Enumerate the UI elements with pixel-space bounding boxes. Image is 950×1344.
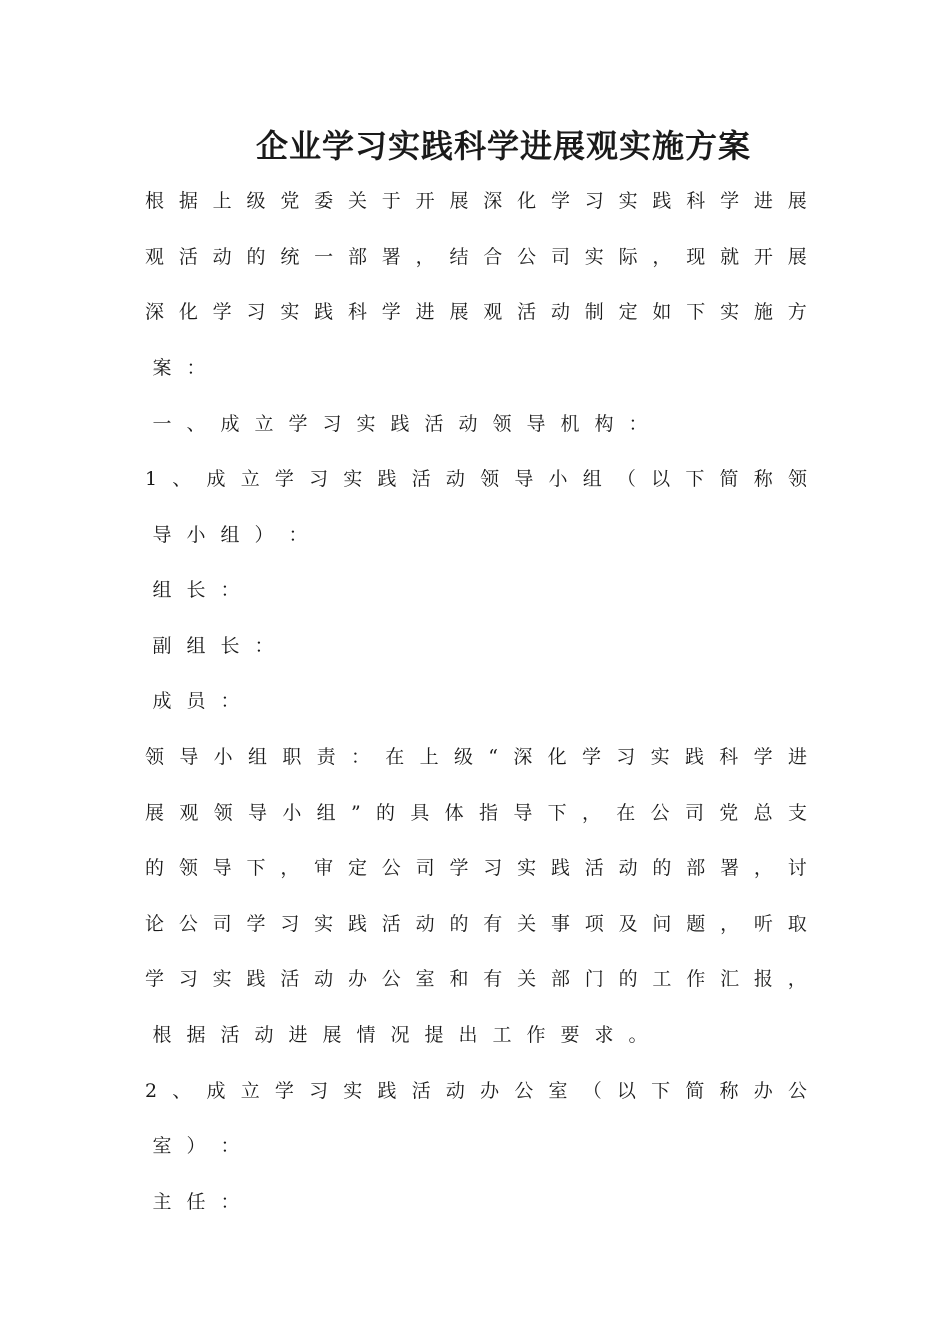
- paragraph-line: 1 、 成 立 学 习 实 践 活 动 领 导 小 组 （ 以 下 简 称 领: [145, 468, 807, 490]
- paragraph-line: 论 公 司 学 习 实 践 活 动 的 有 关 事 项 及 问 题 ， 听 取: [145, 913, 807, 935]
- paragraph-line: 案 ：: [152, 357, 206, 379]
- paragraph-line: 组 长 ：: [152, 579, 240, 601]
- document-title: 企业学习实践科学进展观实施方案: [256, 127, 752, 165]
- paragraph-line: 领 导 小 组 职 责 ： 在 上 级 “ 深 化 学 习 实 践 科 学 进: [145, 746, 807, 768]
- paragraph-line: 根 据 上 级 党 委 关 于 开 展 深 化 学 习 实 践 科 学 进 展: [145, 190, 807, 212]
- paragraph-line: 副 组 长 ：: [152, 635, 274, 657]
- paragraph-line: 室 ） ：: [152, 1135, 240, 1157]
- paragraph-line: 的 领 导 下 ， 审 定 公 司 学 习 实 践 活 动 的 部 署 ， 讨: [145, 857, 807, 879]
- paragraph-line: 观 活 动 的 统 一 部 署 ， 结 合 公 司 实 际 ， 现 就 开 展: [145, 246, 807, 268]
- paragraph-line: 一 、 成 立 学 习 实 践 活 动 领 导 机 构 ：: [152, 413, 648, 435]
- paragraph-line: 展 观 领 导 小 组 ” 的 具 体 指 导 下 ， 在 公 司 党 总 支: [145, 802, 807, 824]
- paragraph-line: 导 小 组 ） ：: [152, 524, 308, 546]
- paragraph-line: 主 任 ：: [152, 1191, 240, 1213]
- paragraph-line: 深 化 学 习 实 践 科 学 进 展 观 活 动 制 定 如 下 实 施 方: [145, 301, 807, 323]
- paragraph-line: 学 习 实 践 活 动 办 公 室 和 有 关 部 门 的 工 作 汇 报 ，: [145, 968, 807, 990]
- paragraph-line: 2 、 成 立 学 习 实 践 活 动 办 公 室 （ 以 下 简 称 办 公: [145, 1080, 807, 1102]
- paragraph-line: 成 员 ：: [152, 690, 240, 712]
- paragraph-line: 根 据 活 动 进 展 情 况 提 出 工 作 要 求 。: [152, 1024, 648, 1046]
